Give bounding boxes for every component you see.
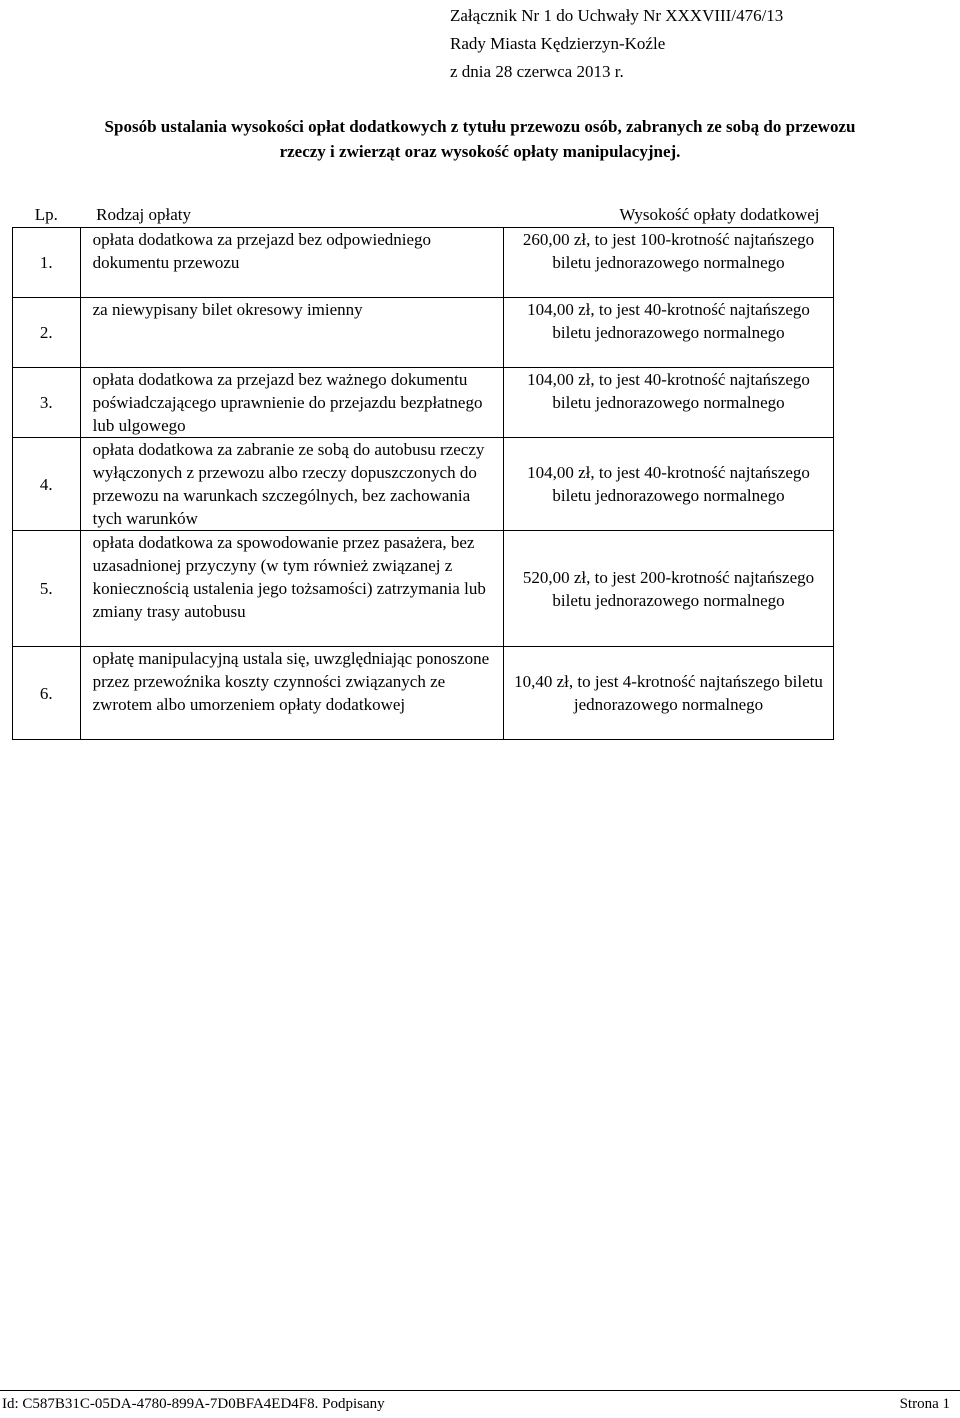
- fee-type: opłata dodatkowa za przejazd bez ważnego dokumentu poświadczającego uprawnienie do przejazdu bezpłatnego lub ulgowego: [80, 368, 503, 438]
- fee-type: za niewypisany bilet okresowy imienny: [80, 298, 503, 368]
- page-number: Strona 1: [899, 1396, 950, 1412]
- fee-type: opłata dodatkowa za spowodowanie przez pasażera, bez uzasadnionej przyczyny (w tym również związanej z koniecznością ustalenia jego tożsamości) zatrzymania lub zmiany trasy autobusu: [80, 531, 503, 647]
- attachment-header-line: Załącznik Nr 1 do Uchwały Nr XXXVIII/476/13: [450, 6, 784, 25]
- row-number: 1.: [13, 228, 81, 298]
- row-number: 5.: [13, 531, 81, 647]
- table-row: [13, 647, 834, 740]
- table-row: [13, 228, 834, 298]
- fee-amount: 520,00 zł, to jest 200-krotność najtańszego biletu jednorazowego normalnego: [504, 531, 834, 647]
- row-number: 3.: [13, 368, 81, 438]
- row-number: 4.: [13, 438, 81, 531]
- fee-amount: 260,00 zł, to jest 100-krotność najtańszego biletu jednorazowego normalnego: [504, 228, 834, 298]
- attachment-header: [450, 2, 783, 86]
- attachment-header-line: z dnia 28 czerwca 2013 r.: [450, 62, 624, 81]
- table-row: [13, 368, 834, 438]
- table-row: [13, 298, 834, 368]
- fee-type: opłata dodatkowa za przejazd bez odpowiedniego dokumentu przewozu: [80, 228, 503, 298]
- column-header-type: Rodzaj opłaty: [96, 205, 192, 224]
- row-number: 2.: [13, 298, 81, 368]
- table-header-row: [13, 202, 834, 228]
- attachment-header-line: Rady Miasta Kędzierzyn-Koźle: [450, 34, 666, 53]
- document-id: Id: C587B31C-05DA-4780-899A-7D0BFA4ED4F8. Podpisany: [2, 1396, 385, 1412]
- fees-table: [12, 202, 834, 740]
- row-number: 6.: [13, 647, 81, 740]
- document-title: [30, 114, 930, 164]
- table-row: [13, 438, 834, 531]
- fee-type: opłatę manipulacyjną ustala się, uwzględniając ponoszone przez przewoźnika koszty czynności związanych ze zwrotem albo umorzeniem opłaty dodatkowej: [80, 647, 503, 740]
- fee-amount: 104,00 zł, to jest 40-krotność najtańszego biletu jednorazowego normalnego: [504, 298, 834, 368]
- table-row: [13, 531, 834, 647]
- fee-amount: 104,00 zł, to jest 40-krotność najtańszego biletu jednorazowego normalnego: [504, 368, 834, 438]
- fee-amount: 104,00 zł, to jest 40-krotność najtańszego biletu jednorazowego normalnego: [504, 438, 834, 531]
- fee-type: opłata dodatkowa za zabranie ze sobą do autobusu rzeczy wyłączonych z przewozu albo rzeczy dopuszczonych do przewozu na warunkach szczególnych, bez zachowania tych warunków: [80, 438, 503, 531]
- page-footer: [0, 1390, 960, 1418]
- document-title-line: Sposób ustalania wysokości opłat dodatkowych z tytułu przewozu osób, zabranych ze sobą do przewozu: [104, 117, 856, 136]
- fee-amount: 10,40 zł, to jest 4-krotność najtańszego biletu jednorazowego normalnego: [504, 647, 834, 740]
- document-title-line: rzeczy i zwierząt oraz wysokość opłaty manipulacyjnej.: [279, 142, 681, 161]
- column-header-lp: Lp.: [34, 205, 58, 224]
- column-header-amount: Wysokość opłaty dodatkowej: [619, 205, 820, 224]
